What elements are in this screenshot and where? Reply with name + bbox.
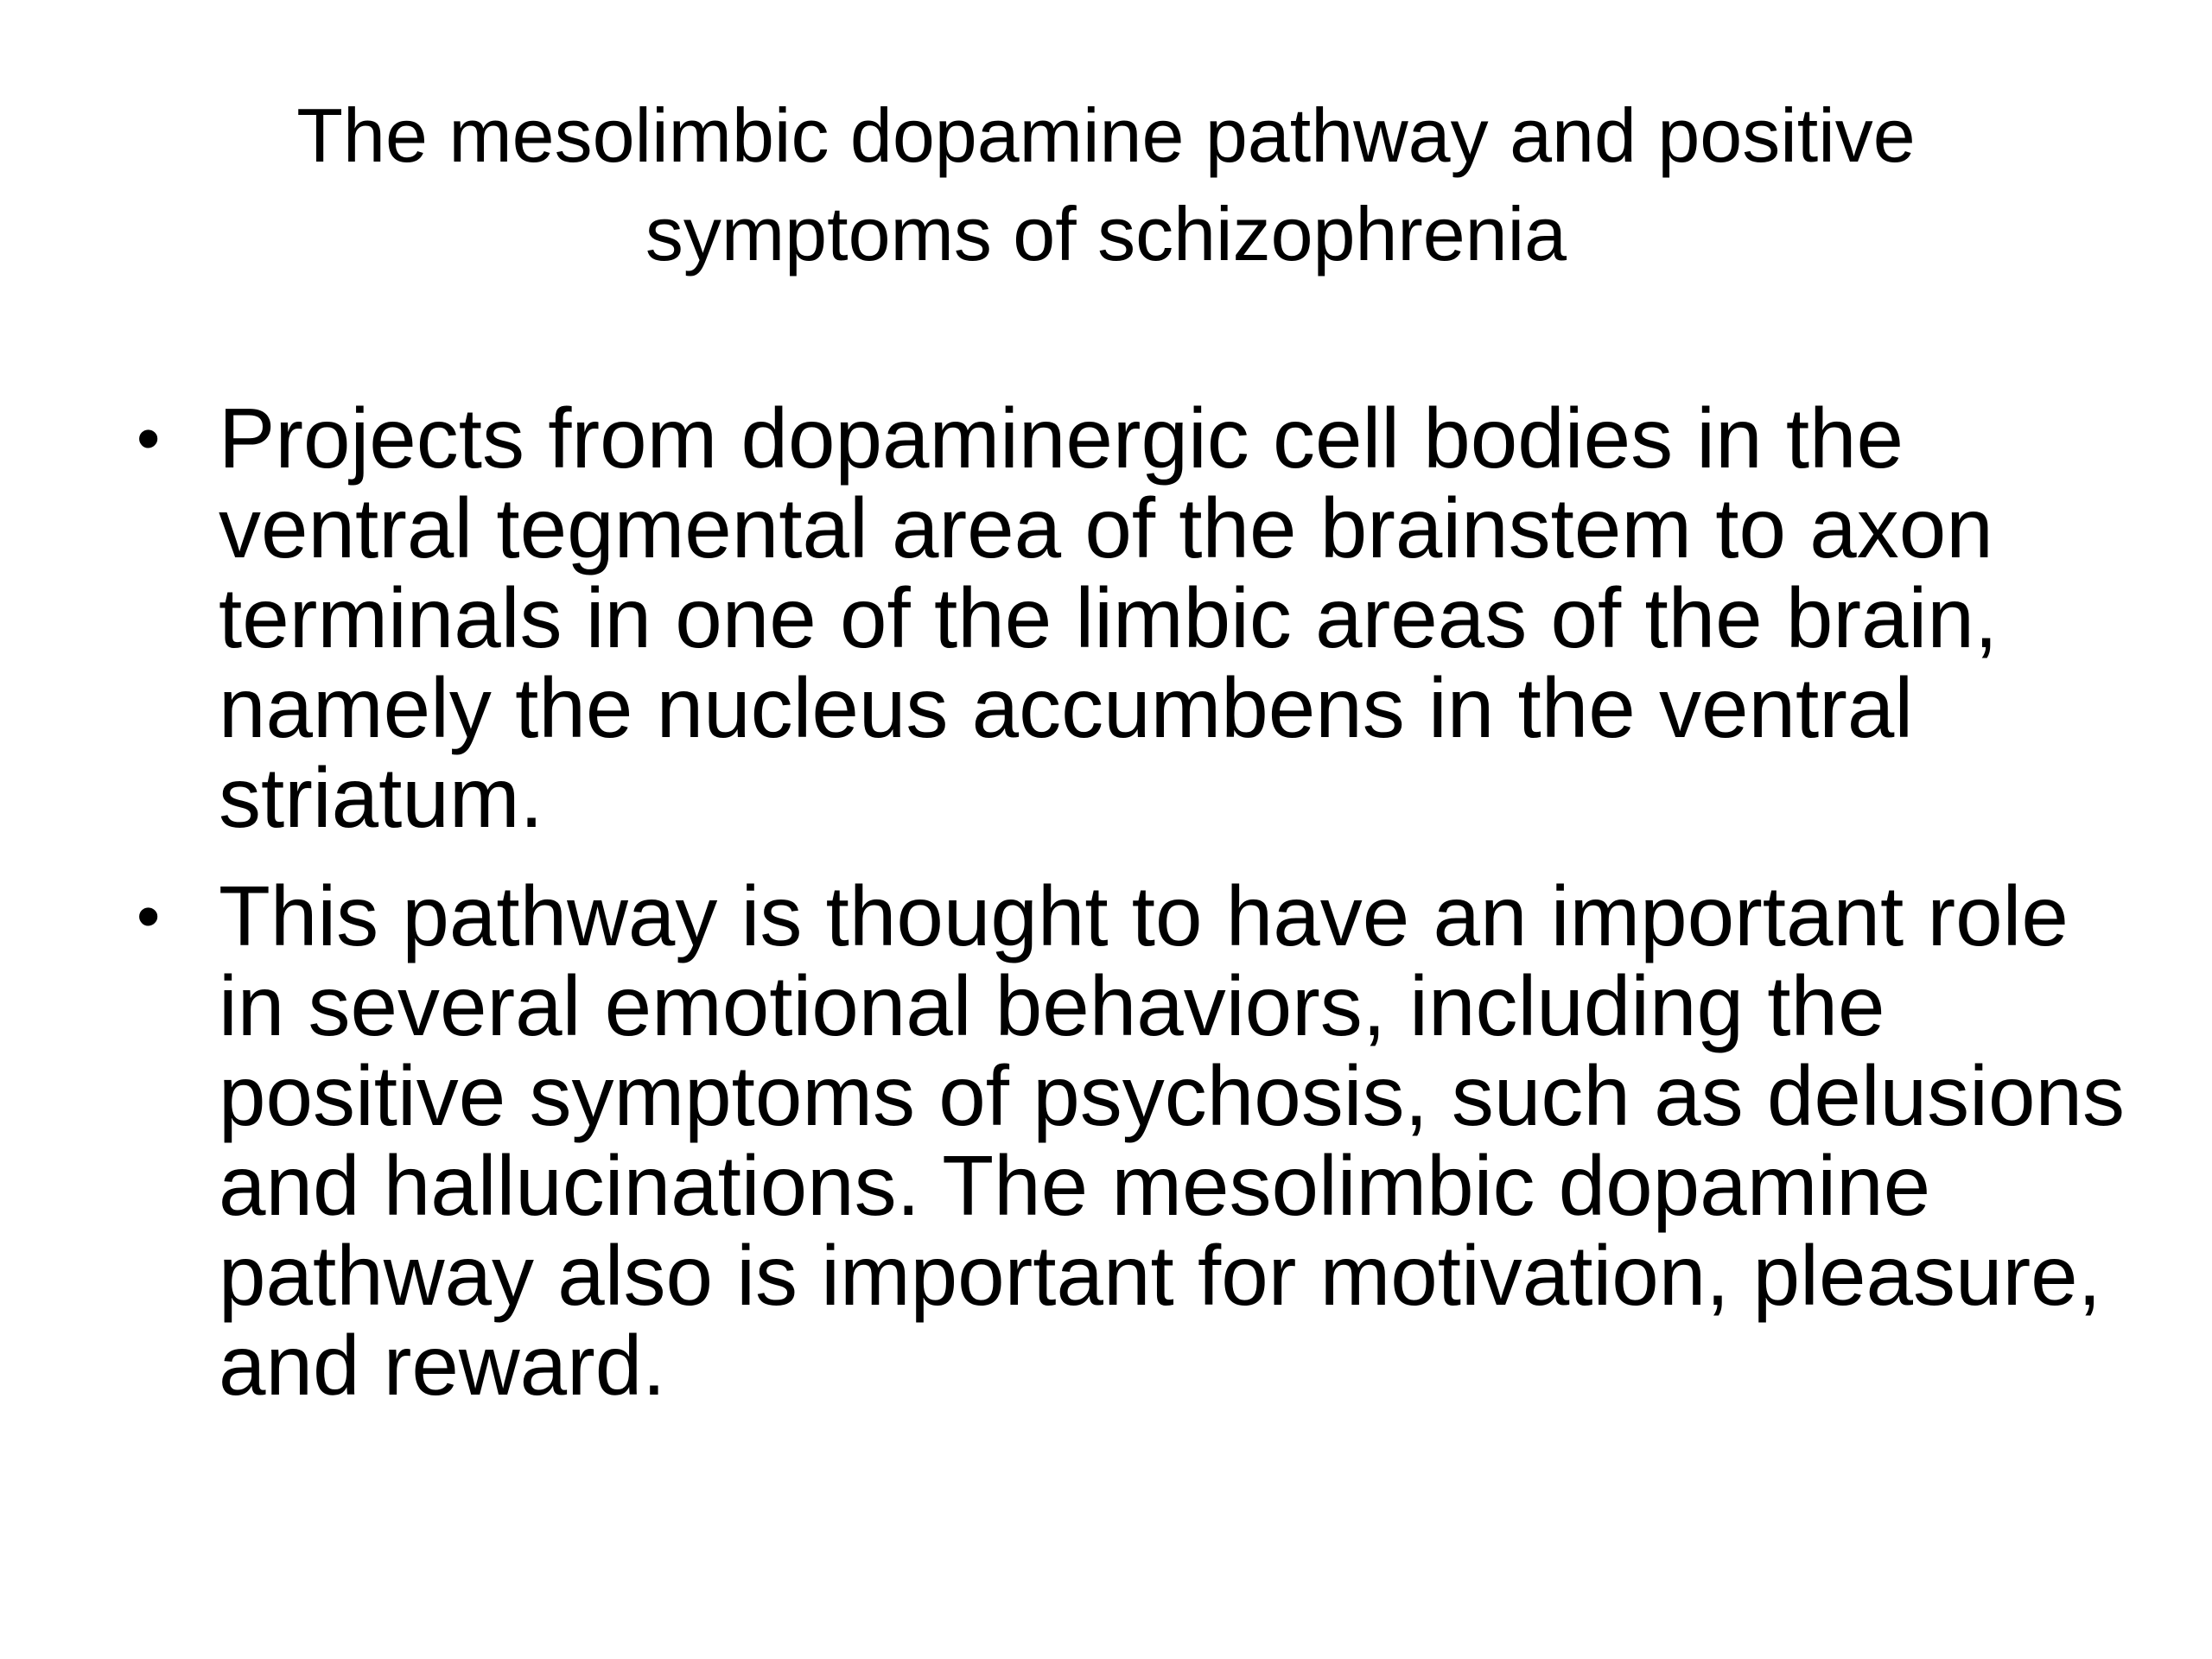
bullet-point-icon: •: [137, 878, 161, 954]
bullet-item: [130, 391, 2143, 845]
bullet-item: [130, 868, 2143, 1413]
bullet-point-icon: •: [137, 400, 161, 476]
bullet-list: [130, 393, 2143, 1439]
slide-title: The mesolimbic dopamine pathway and positive symptoms of schizophrenia: [296, 92, 1916, 276]
bullet-text: Projects from dopaminergic cell bodies in the ventral tegmental area of the brainstem to axon terminals in one of the limbic areas of the brain, namely the nucleus accumbens in the ventral striatum.: [219, 391, 1999, 845]
bullet-text: This pathway is thought to have an important role in several emotional behaviors, including the positive symptoms of psychosis, such as delusions and hallucinations. The mesolimbic dopamine pathway also is important for motivation, pleasure, and reward.: [219, 868, 2125, 1413]
